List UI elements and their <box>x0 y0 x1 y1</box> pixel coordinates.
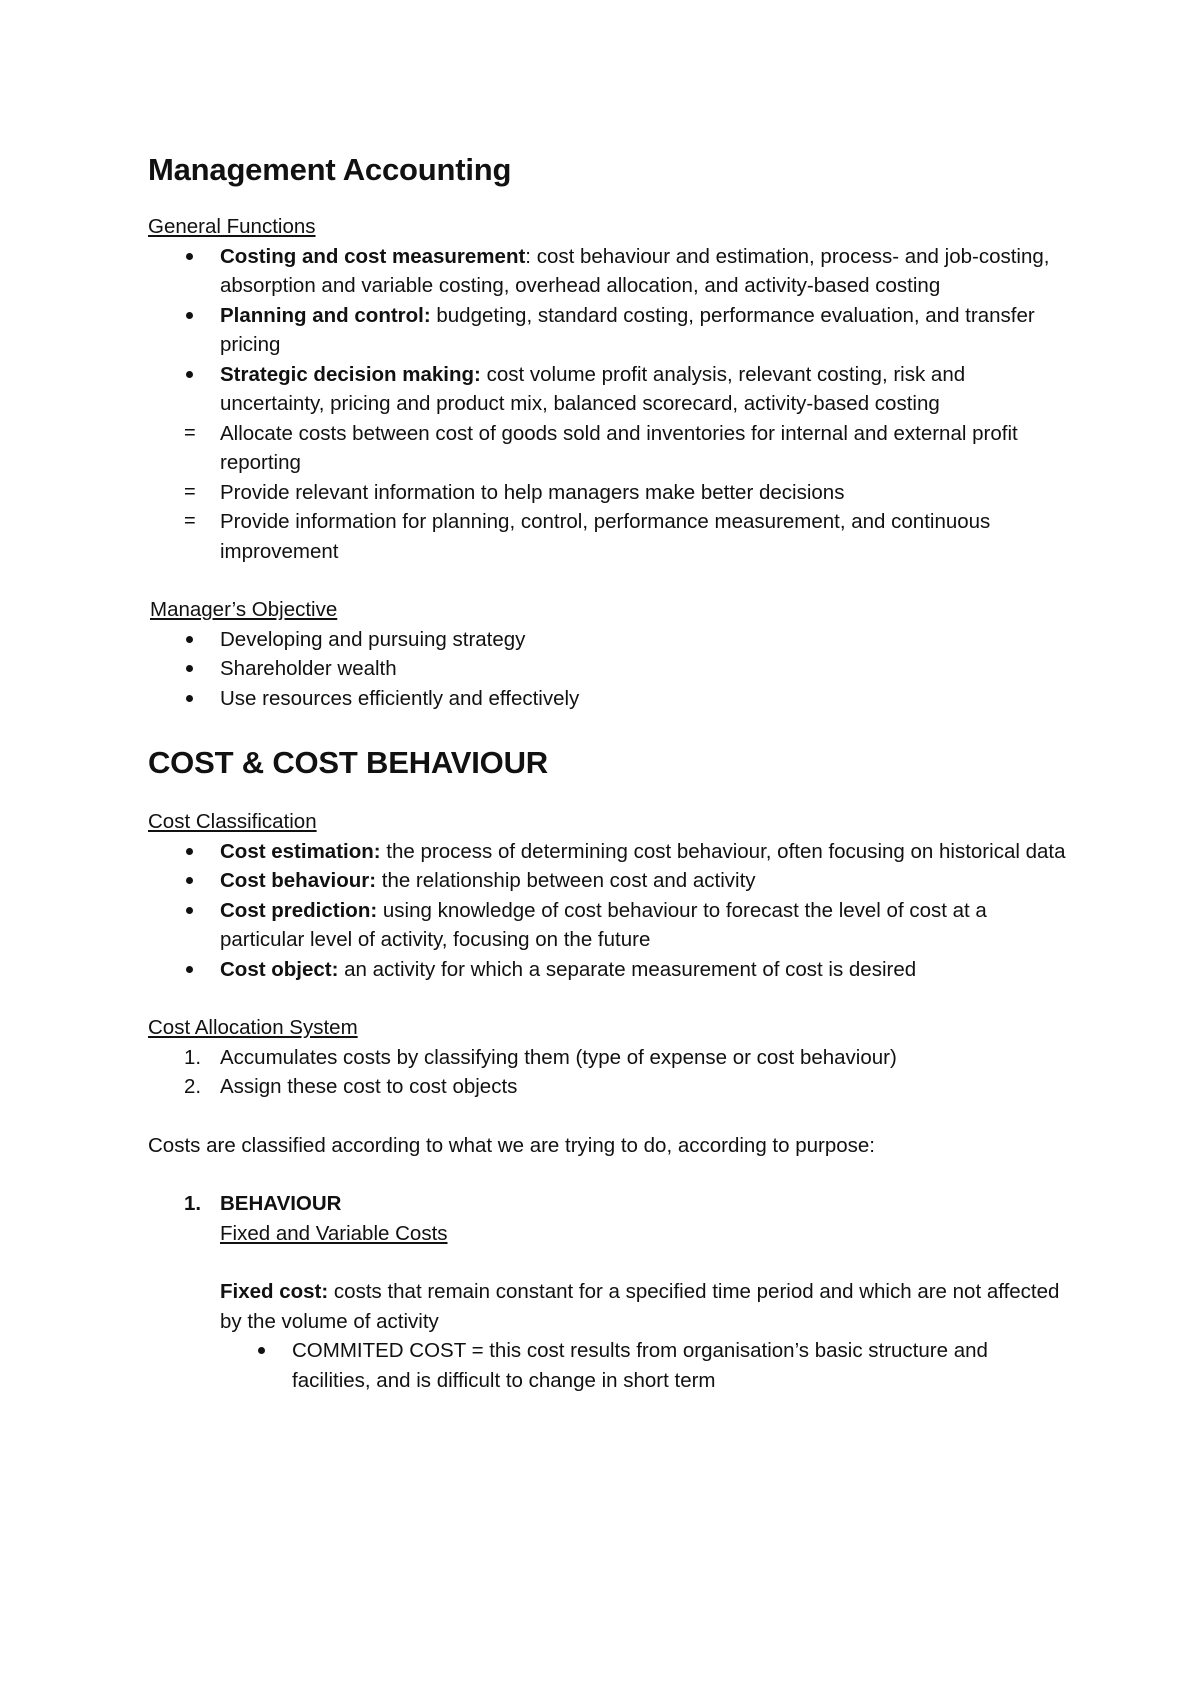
list-number: 1. <box>184 1045 202 1069</box>
list-item-text: the process of determining cost behaviour, often focusing on historical data <box>380 839 1066 863</box>
fixed-cost-term: Fixed cost: <box>220 1280 329 1303</box>
list-item-text: : cost behaviour and estimation, process- and job-costing, absorption and variable costing, overhead allocation, and activity-based costing <box>220 244 1050 297</box>
general-functions-list <box>148 242 1068 567</box>
list-item-text: Assign these cost to cost objects <box>220 1075 518 1098</box>
list-item <box>148 507 1068 566</box>
list-item-text: Allocate costs between cost of goods sold and inventories for internal and external profit reporting <box>220 421 1018 474</box>
list-item-term: Cost prediction: <box>220 898 378 922</box>
equals-marker: = <box>184 510 196 532</box>
managers-objective-list <box>148 625 1068 714</box>
fixed-cost-paragraph <box>220 1277 1068 1336</box>
page-title: Management Accounting <box>148 152 512 187</box>
list-item <box>148 478 1068 508</box>
list-item-text: cost volume profit analysis, relevant costing, risk and uncertainty, pricing and product mix, balanced scorecard, activity-based costing <box>220 362 966 415</box>
list-item <box>148 1072 1068 1102</box>
cost-allocation-list <box>148 1043 1068 1102</box>
behaviour-number: 1. <box>184 1192 202 1215</box>
list-item-term: Costing and cost measurement <box>220 244 526 268</box>
list-item <box>148 896 1068 955</box>
list-item-term: Planning and control: <box>220 303 431 327</box>
managers-objective-heading: Manager’s Objective <box>150 598 338 621</box>
list-item-text: Provide relevant information to help managers make better decisions <box>220 480 845 504</box>
list-item <box>148 955 1068 985</box>
list-item-text: Provide information for planning, control, performance measurement, and continuous improvement <box>220 510 991 563</box>
list-item: Developing and pursuing strategy <box>148 625 1068 655</box>
list-item: Shareholder wealth <box>148 654 1068 684</box>
fixed-cost-text: costs that remain constant for a specified time period and which are not affected by the volume of activity <box>220 1280 1060 1333</box>
list-item-term: Cost object: <box>220 957 339 981</box>
equals-marker: = <box>184 480 196 503</box>
list-item: Use resources efficiently and effectively <box>148 684 1068 714</box>
list-item-text: budgeting, standard costing, performance evaluation, and transfer pricing <box>220 303 1035 356</box>
fixed-variable-heading: Fixed and Variable Costs <box>220 1221 448 1245</box>
list-item <box>148 837 1068 867</box>
list-number: 2. <box>184 1075 202 1098</box>
classified-sentence: Costs are classified according to what we are trying to do, according to purpose: <box>148 1133 875 1157</box>
list-item <box>148 301 1068 360</box>
list-item <box>148 866 1068 896</box>
document-page <box>148 150 1068 1395</box>
list-item: COMMITED COST = this cost results from organisation’s basic structure and facilities, and is difficult to change in short term <box>148 1336 1068 1395</box>
list-item-term: Cost behaviour: <box>220 869 377 892</box>
list-item-text: Accumulates costs by classifying them (type of expense or cost behaviour) <box>220 1045 897 1069</box>
list-item <box>148 242 1068 301</box>
cost-section-title: COST & COST BEHAVIOUR <box>148 745 548 780</box>
fixed-cost-sublist <box>148 1336 1068 1395</box>
equals-marker: = <box>184 421 196 444</box>
general-functions-heading: General Functions <box>148 215 316 238</box>
behaviour-block <box>148 1189 1068 1395</box>
list-item <box>148 1043 1068 1073</box>
list-item-text: an activity for which a separate measurement of cost is desired <box>338 957 917 981</box>
list-item <box>148 360 1068 419</box>
list-item-text: the relationship between cost and activity <box>376 869 756 892</box>
cost-allocation-heading: Cost Allocation System <box>148 1016 358 1039</box>
cost-classification-list <box>148 837 1068 985</box>
cost-classification-heading: Cost Classification <box>148 810 317 833</box>
list-item-term: Strategic decision making: <box>220 362 481 386</box>
list-item-term: Cost estimation: <box>220 839 381 863</box>
list-item-text: using knowledge of cost behaviour to forecast the level of cost at a particular level of activity, focusing on the future <box>220 898 987 951</box>
list-item <box>148 419 1068 478</box>
behaviour-label: BEHAVIOUR <box>220 1192 342 1215</box>
